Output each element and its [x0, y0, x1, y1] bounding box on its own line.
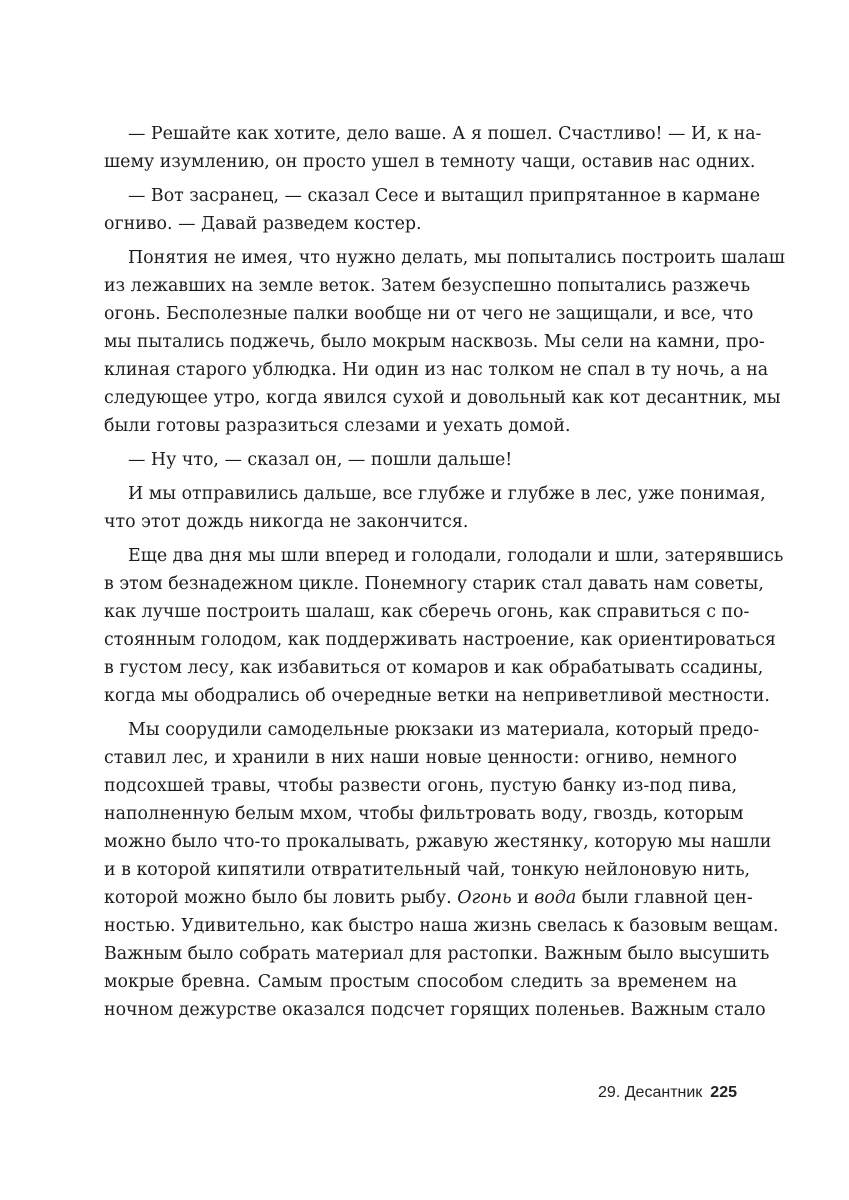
text-line: что этот дождь никогда не закончится.: [104, 512, 469, 532]
page-number: 225: [710, 1084, 737, 1101]
paragraph: [104, 542, 784, 710]
text-line: — Ну что, — сказал он, — пошли дальше!: [128, 450, 513, 470]
text-line: можно было что-то прокалывать, ржавую жестянку, которую мы нашли: [104, 832, 772, 852]
text-line: шему изумлению, он просто ушел в темноту чащи, оставив нас одних.: [104, 152, 756, 172]
text-line: в этом безнадежном цикле. Понемногу старик стал давать нам советы,: [104, 574, 764, 594]
text-line: Важным было собрать материал для растопки. Важным было высушить: [104, 944, 770, 964]
text-line: стоянным голодом, как поддерживать настроение, как ориентироваться: [104, 630, 776, 650]
paragraph: [104, 716, 779, 1024]
text-line: когда мы ободрались об очередные ветки на неприветливой местности.: [104, 686, 770, 706]
paragraph: [104, 182, 761, 238]
text-line: из лежавших на земле веток. Затем безуспешно попытались разжечь: [104, 276, 751, 296]
paragraph: [104, 446, 737, 474]
paragraph: [104, 244, 785, 440]
text-line: ностью. Удивительно, как быстро наша жизнь свелась к базовым вещам.: [104, 916, 779, 936]
text-line: подсохшей травы, чтобы развести огонь, пустую банку из-под пива,: [104, 776, 737, 796]
text-line: — Вот засранец, — сказал Сесе и вытащил припрятанное в кармане: [128, 186, 761, 206]
chapter-title: 29. Десантник: [598, 1084, 703, 1101]
text-line: Понятия не имея, что нужно делать, мы попытались построить шалаш: [128, 248, 785, 268]
paragraph: [104, 120, 762, 176]
text-line: и в которой кипятили отвратительный чай, тонкую нейлоновую нить,: [104, 860, 751, 880]
text-line: ночном дежурстве оказался подсчет горящих поленьев. Важным стало: [104, 1000, 766, 1020]
text-line: мокрые бревна. Самым простым способом следить за временем на: [104, 972, 737, 992]
page-body: [104, 120, 785, 1024]
paragraph: [104, 480, 766, 536]
text-line-with-italics: которой можно было бы ловить рыбу. Огонь и вода были главной цен-: [104, 888, 753, 908]
text-line: мы пытались поджечь, было мокрым насквозь. Мы сели на камни, про-: [104, 332, 765, 352]
text-line: — Решайте как хотите, дело ваше. А я пошел. Счастливо! — И, к на-: [128, 124, 762, 144]
text-line: в густом лесу, как избавиться от комаров и как обрабатывать ссадины,: [104, 658, 764, 678]
text-line: следующее утро, когда явился сухой и довольный как кот десантник, мы: [104, 388, 781, 408]
text-line: как лучше построить шалаш, как сберечь огонь, как справиться с по-: [104, 602, 750, 622]
text-line: ставил лес, и хранили в них наши новые ценности: огниво, немного: [104, 748, 737, 768]
text-line: И мы отправились дальше, все глубже и глубже в лес, уже понимая,: [128, 484, 766, 504]
text-line: огонь. Бесполезные палки вообще ни от чего не защищали, и все, что: [104, 304, 754, 324]
text-line: огниво. — Давай разведем костер.: [104, 214, 422, 234]
text-line: Еще два дня мы шли вперед и голодали, голодали и шли, затерявшись: [128, 546, 784, 566]
running-footer: [598, 1084, 737, 1102]
text-line: наполненную белым мхом, чтобы фильтровать воду, гвоздь, которым: [104, 804, 744, 824]
text-line: Мы соорудили самодельные рюкзаки из материала, который предо-: [128, 720, 760, 740]
text-line: клиная старого ублюдка. Ни один из нас толком не спал в ту ночь, а на: [104, 360, 769, 380]
text-line: были готовы разразиться слезами и уехать домой.: [104, 416, 571, 436]
